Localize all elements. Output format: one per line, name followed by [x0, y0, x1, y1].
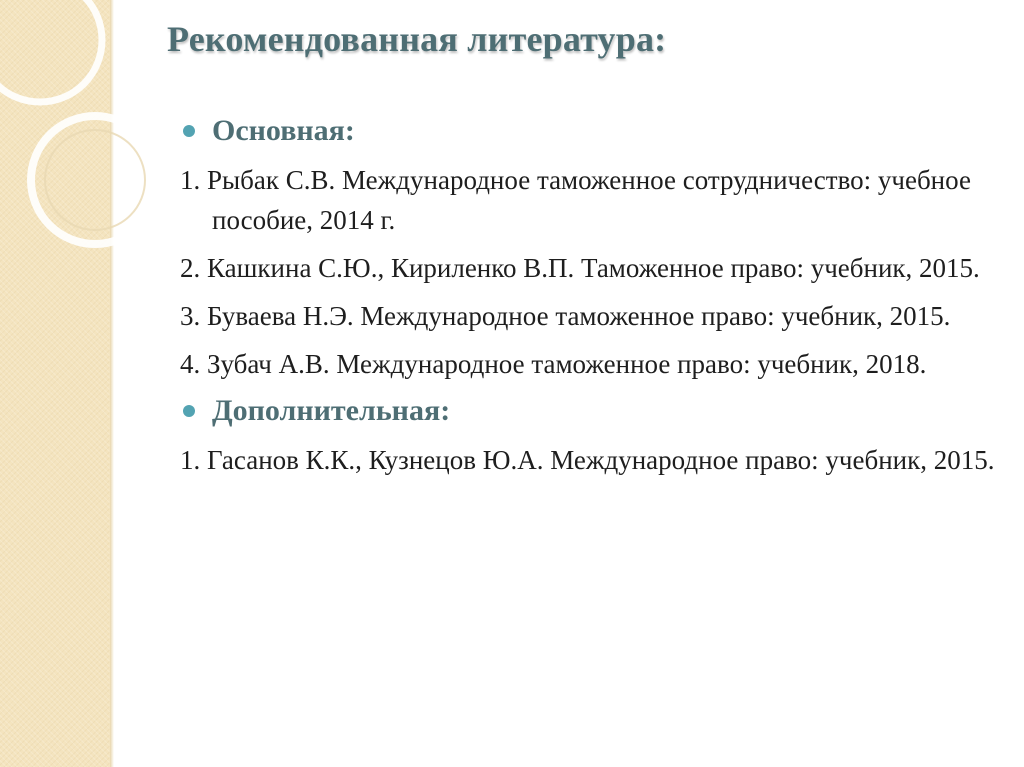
main-references — [180, 160, 1000, 384]
reference-item: 1. Гасанов К.К., Кузнецов Ю.А. Международное право: учебник, 2015. — [180, 445, 995, 475]
extra-references — [180, 440, 1000, 480]
page-title: Рекомендованная литература: — [167, 19, 667, 59]
bullet-dot-icon — [183, 405, 195, 417]
section-heading-main — [180, 110, 1000, 152]
reference-item: 2. Кашкина С.Ю., Кириленко В.П. Таможенное право: учебник, 2015. — [180, 253, 980, 283]
section-heading-main-label: Основная: — [212, 114, 355, 147]
reference-item: 1. Рыбак С.В. Международное таможенное сотрудничество: учебное пособие, 2014 г. — [180, 165, 971, 235]
reference-item: 4. Зубач А.В. Международное таможенное право: учебник, 2018. — [180, 349, 927, 379]
section-heading-extra-label: Дополнительная: — [212, 394, 451, 427]
section-heading-extra — [180, 390, 1000, 432]
bullet-dot-icon — [183, 125, 195, 137]
reference-item: 3. Буваева Н.Э. Международное таможенное право: учебник, 2015. — [180, 301, 951, 331]
literature-list — [180, 110, 1000, 480]
